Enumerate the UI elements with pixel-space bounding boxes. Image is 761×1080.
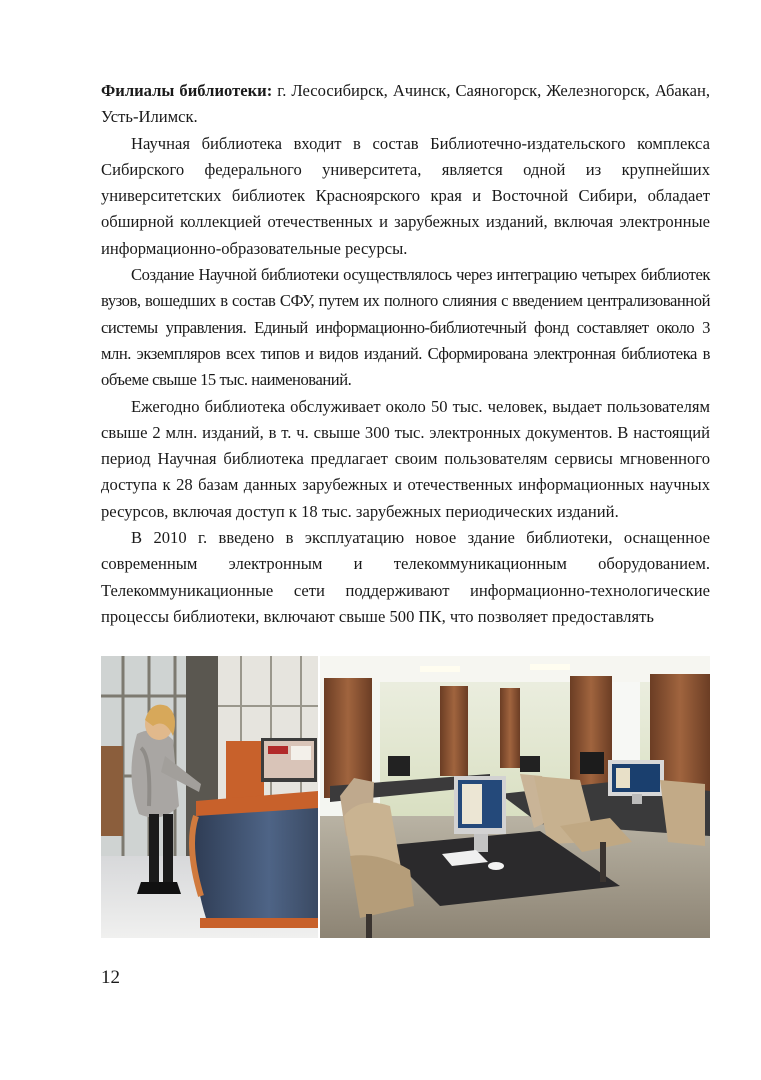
branches-text: г. Лесосибирск, Ачинск, Саяногорск, Железногорск, Абакан, Усть-Илимск.	[101, 81, 710, 127]
branches-paragraph	[101, 78, 710, 131]
paragraph-3: Ежегодно библиотека обслуживает около 50 тыс. человек, выдает пользователям свыше 2 млн. изданий, в т. ч. свыше 300 тыс. электронных документов. В настоящий период Научная библиотека предлагает своим пользователям сервисы мгновенного доступа к 28 базам данных зарубежных и отечественных информационных научных ресурсов, включая доступ к 18 тыс. зарубежных периодических изданий.	[101, 396, 710, 521]
photo-library-kiosk	[101, 656, 318, 938]
paragraph-1: Научная библиотека входит в состав Библиотечно-издательского комплекса Сибирского федерального университета, является одной из крупнейших университетских библиотек Красноярского края и Восточной Сибири, обладает обширной коллекцией отечественных и зарубежных изданий, включая электронные информационно-образовательные ресурсы.	[101, 133, 710, 258]
page-number: 12	[101, 967, 120, 988]
body-text	[101, 78, 710, 630]
paragraph-4: В 2010 г. введено в эксплуатацию новое здание библиотеки, оснащенное современным электронным и телекоммуникационным оборудованием. Телекоммуникационные сети поддерживают информационно-технологические процессы библиотеки, включают свыше 500 ПК, что позволяет предоставлять	[101, 528, 710, 626]
photo-computer-hall	[320, 656, 710, 938]
branches-label: Филиалы библиотеки:	[101, 81, 273, 100]
paragraph-2: Создание Научной библиотеки осуществлялось через интеграцию четырех библиотек вузов, вошедших в состав СФУ, путем их полного слияния с введением централизованной системы управления. Единый информационно-библиотечный фонд составляет около 3 млн. экземпляров всех типов и видов изданий. Сформирована электронная библиотека в объеме свыше 15 тыс. наименований.	[101, 265, 710, 390]
